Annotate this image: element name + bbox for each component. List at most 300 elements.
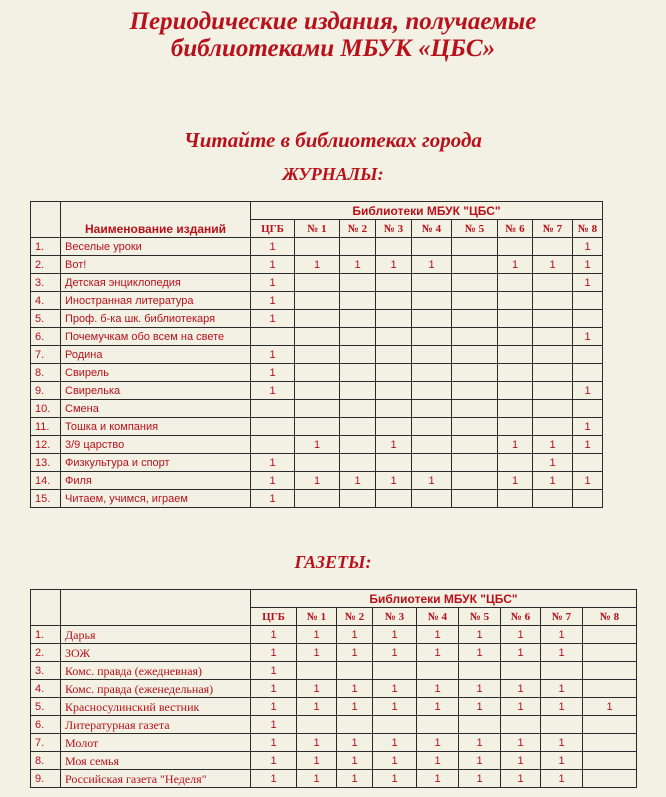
subscription-cell: 1	[251, 698, 297, 716]
subscription-cell: 1	[297, 734, 337, 752]
newspapers-table	[30, 589, 637, 788]
subscription-cell	[340, 436, 376, 454]
publication-name: Почемучкам обо всем на свете	[61, 328, 251, 346]
subscription-cell	[412, 364, 452, 382]
row-number: 9.	[31, 770, 61, 788]
subscription-cell: 1	[417, 680, 459, 698]
journals-column-header: № 6	[498, 220, 533, 238]
journals-column-header: № 2	[340, 220, 376, 238]
subscription-cell	[501, 662, 541, 680]
subscription-cell: 1	[533, 454, 573, 472]
subscription-cell: 1	[251, 292, 295, 310]
subscription-cell	[452, 436, 498, 454]
subscription-cell: 1	[251, 752, 297, 770]
subscription-cell: 1	[373, 734, 417, 752]
page-title-line-2: библиотеками МБУК «ЦБС»	[170, 35, 496, 62]
subscription-cell: 1	[573, 436, 603, 454]
subscription-cell	[533, 364, 573, 382]
subscription-cell	[412, 382, 452, 400]
subscription-cell	[412, 454, 452, 472]
subscription-cell	[533, 382, 573, 400]
table-row	[31, 328, 603, 346]
row-number: 14.	[31, 472, 61, 490]
publication-name: Свирелька	[61, 382, 251, 400]
subscription-cell	[251, 328, 295, 346]
publication-name: Красносулинский вестник	[61, 698, 251, 716]
subscription-cell	[412, 328, 452, 346]
subscription-cell	[376, 400, 412, 418]
subscription-cell	[498, 310, 533, 328]
journals-header-name: Наименование изданий	[61, 202, 251, 238]
subscription-cell: 1	[583, 698, 637, 716]
publication-name: Родина	[61, 346, 251, 364]
subscription-cell: 1	[573, 274, 603, 292]
row-number: 4.	[31, 292, 61, 310]
row-number: 5.	[31, 310, 61, 328]
subscription-cell	[373, 662, 417, 680]
row-number: 12.	[31, 436, 61, 454]
subscription-cell	[251, 418, 295, 436]
subscription-cell	[452, 364, 498, 382]
subscription-cell: 1	[251, 382, 295, 400]
subscription-cell	[412, 292, 452, 310]
subscription-cell	[412, 238, 452, 256]
subscription-cell: 1	[417, 734, 459, 752]
page-title-line-1: Периодические издания, получаемые	[129, 8, 537, 35]
subscription-cell	[295, 364, 340, 382]
table-row	[31, 644, 637, 662]
table-row	[31, 436, 603, 454]
table-row	[31, 382, 603, 400]
row-number: 4.	[31, 680, 61, 698]
subscription-cell: 1	[541, 644, 583, 662]
publication-name: Молот	[61, 734, 251, 752]
subscription-cell	[452, 274, 498, 292]
row-number: 7.	[31, 346, 61, 364]
subscription-cell	[340, 490, 376, 508]
subscription-cell: 1	[251, 734, 297, 752]
row-number: 6.	[31, 716, 61, 734]
subscription-cell	[340, 310, 376, 328]
publication-name: Вот!	[61, 256, 251, 274]
subscription-cell	[573, 346, 603, 364]
subscription-cell: 1	[251, 274, 295, 292]
subscription-cell: 1	[376, 472, 412, 490]
subscription-cell	[501, 716, 541, 734]
subscription-cell	[452, 292, 498, 310]
subscription-cell: 1	[541, 680, 583, 698]
subscription-cell	[498, 292, 533, 310]
subscription-cell: 1	[498, 256, 533, 274]
subscription-cell	[412, 274, 452, 292]
table-row	[31, 680, 637, 698]
publication-name: Читаем, учимся, играем	[61, 490, 251, 508]
table-row	[31, 364, 603, 382]
table-row	[31, 490, 603, 508]
publication-name: ЗОЖ	[61, 644, 251, 662]
subscription-cell: 1	[459, 752, 501, 770]
journals-column-header: ЦГБ	[251, 220, 295, 238]
subscription-cell	[583, 716, 637, 734]
table-row	[31, 346, 603, 364]
subscription-cell: 1	[251, 490, 295, 508]
subscription-cell: 1	[297, 752, 337, 770]
subscription-cell	[376, 274, 412, 292]
subscription-cell	[297, 662, 337, 680]
subscription-cell: 1	[297, 644, 337, 662]
newspapers-header-number	[31, 590, 61, 626]
newspapers-header-libraries: Библиотеки МБУК "ЦБС"	[251, 590, 637, 608]
subscription-cell	[583, 626, 637, 644]
subscription-cell	[295, 328, 340, 346]
subscription-cell	[376, 292, 412, 310]
subscription-cell: 1	[412, 472, 452, 490]
subscription-cell: 1	[417, 752, 459, 770]
subscription-cell: 1	[533, 472, 573, 490]
subscription-cell: 1	[498, 436, 533, 454]
subscription-cell	[583, 680, 637, 698]
subscription-cell	[412, 400, 452, 418]
subscription-cell	[452, 418, 498, 436]
subscription-cell	[412, 490, 452, 508]
publication-name: Моя семья	[61, 752, 251, 770]
publication-name: Филя	[61, 472, 251, 490]
subscription-cell	[533, 328, 573, 346]
subscription-cell	[340, 274, 376, 292]
subscription-cell: 1	[498, 472, 533, 490]
subscription-cell	[412, 436, 452, 454]
subscription-cell	[295, 490, 340, 508]
subscription-cell: 1	[412, 256, 452, 274]
subscription-cell	[583, 734, 637, 752]
subscription-cell: 1	[459, 644, 501, 662]
subscription-cell: 1	[417, 644, 459, 662]
subscription-cell	[533, 292, 573, 310]
subscription-cell	[412, 418, 452, 436]
subscription-cell	[295, 238, 340, 256]
subscription-cell	[583, 752, 637, 770]
journals-header-libraries: Библиотеки МБУК "ЦБС"	[251, 202, 603, 220]
subscription-cell	[583, 770, 637, 788]
subscription-cell: 1	[573, 256, 603, 274]
publication-name: Веселые уроки	[61, 238, 251, 256]
subscription-cell: 1	[501, 770, 541, 788]
subscription-cell	[452, 256, 498, 274]
subscription-cell: 1	[251, 472, 295, 490]
subscription-cell	[297, 716, 337, 734]
subscription-cell	[295, 400, 340, 418]
subscription-cell: 1	[295, 472, 340, 490]
journals-column-header: № 5	[452, 220, 498, 238]
subscription-cell	[533, 418, 573, 436]
subscription-cell	[573, 490, 603, 508]
table-row	[31, 734, 637, 752]
newspapers-column-header: № 2	[337, 608, 373, 626]
row-number: 11.	[31, 418, 61, 436]
subscription-cell	[498, 238, 533, 256]
publication-name: Комс. правда (еженедельная)	[61, 680, 251, 698]
newspapers-column-header: № 5	[459, 608, 501, 626]
subscription-cell	[337, 716, 373, 734]
subscription-cell: 1	[295, 436, 340, 454]
subscription-cell	[417, 662, 459, 680]
subscription-cell	[295, 382, 340, 400]
subscription-cell	[295, 418, 340, 436]
subscription-cell: 1	[459, 770, 501, 788]
table-row	[31, 400, 603, 418]
table-row	[31, 752, 637, 770]
subscription-cell: 1	[297, 680, 337, 698]
subscription-cell: 1	[297, 698, 337, 716]
subscription-cell	[452, 454, 498, 472]
subscription-cell	[376, 346, 412, 364]
table-row	[31, 770, 637, 788]
row-number: 1.	[31, 626, 61, 644]
publication-name: Физкультура и спорт	[61, 454, 251, 472]
subscription-cell	[498, 328, 533, 346]
subscription-cell: 1	[337, 644, 373, 662]
subscription-cell: 1	[337, 626, 373, 644]
subscription-cell: 1	[373, 752, 417, 770]
subscription-cell	[583, 662, 637, 680]
subscription-cell	[251, 436, 295, 454]
subscription-cell: 1	[251, 626, 297, 644]
row-number: 9.	[31, 382, 61, 400]
subscription-cell: 1	[295, 256, 340, 274]
subscription-cell: 1	[459, 680, 501, 698]
journals-heading: ЖУРНАЛЫ:	[282, 164, 384, 184]
subscription-cell: 1	[251, 644, 297, 662]
subscription-cell: 1	[376, 436, 412, 454]
subscription-cell: 1	[501, 752, 541, 770]
subscription-cell	[498, 418, 533, 436]
subscription-cell: 1	[541, 752, 583, 770]
journals-table	[30, 201, 603, 508]
subscription-cell: 1	[337, 680, 373, 698]
subscription-cell	[295, 454, 340, 472]
subscription-cell: 1	[573, 328, 603, 346]
newspapers-column-header: № 4	[417, 608, 459, 626]
subscription-cell	[376, 364, 412, 382]
table-row	[31, 256, 603, 274]
page-subtitle: Читайте в библиотеках города	[184, 128, 482, 152]
table-row	[31, 238, 603, 256]
journals-column-header: № 3	[376, 220, 412, 238]
subscription-cell	[337, 662, 373, 680]
subscription-cell	[498, 346, 533, 364]
subscription-cell: 1	[297, 626, 337, 644]
subscription-cell: 1	[340, 472, 376, 490]
newspapers-column-header: № 1	[297, 608, 337, 626]
subscription-cell	[541, 716, 583, 734]
subscription-cell	[412, 346, 452, 364]
subscription-cell	[376, 382, 412, 400]
subscription-cell	[251, 400, 295, 418]
subscription-cell: 1	[541, 626, 583, 644]
publication-name: Литературная газета	[61, 716, 251, 734]
subscription-cell: 1	[501, 626, 541, 644]
row-number: 6.	[31, 328, 61, 346]
subscription-cell	[533, 490, 573, 508]
subscription-cell: 1	[337, 698, 373, 716]
subscription-cell: 1	[501, 680, 541, 698]
subscription-cell: 1	[373, 626, 417, 644]
publication-name: 3/9 царство	[61, 436, 251, 454]
row-number: 7.	[31, 734, 61, 752]
row-number: 2.	[31, 256, 61, 274]
row-number: 8.	[31, 364, 61, 382]
subscription-cell	[340, 364, 376, 382]
table-row	[31, 454, 603, 472]
row-number: 1.	[31, 238, 61, 256]
subscription-cell: 1	[417, 626, 459, 644]
subscription-cell	[573, 454, 603, 472]
journals-column-header: № 1	[295, 220, 340, 238]
subscription-cell	[340, 292, 376, 310]
subscription-cell	[295, 292, 340, 310]
subscription-cell	[376, 310, 412, 328]
subscription-cell	[452, 328, 498, 346]
subscription-cell: 1	[459, 734, 501, 752]
publication-name: Российская газета "Неделя"	[61, 770, 251, 788]
subscription-cell	[573, 310, 603, 328]
subscription-cell	[376, 454, 412, 472]
subscription-cell: 1	[251, 770, 297, 788]
subscription-cell	[498, 400, 533, 418]
subscription-cell: 1	[251, 454, 295, 472]
subscription-cell	[573, 292, 603, 310]
subscription-cell: 1	[340, 256, 376, 274]
subscription-cell	[412, 310, 452, 328]
subscription-cell	[376, 490, 412, 508]
subscription-cell	[533, 346, 573, 364]
subscription-cell: 1	[251, 238, 295, 256]
subscription-cell: 1	[459, 626, 501, 644]
subscription-cell	[452, 310, 498, 328]
table-row	[31, 662, 637, 680]
journals-column-header: № 8	[573, 220, 603, 238]
row-number: 5.	[31, 698, 61, 716]
newspapers-column-header: № 6	[501, 608, 541, 626]
subscription-cell	[533, 400, 573, 418]
publication-name: Свирель	[61, 364, 251, 382]
newspapers-column-header: ЦГБ	[251, 608, 297, 626]
subscription-cell: 1	[337, 752, 373, 770]
subscription-cell: 1	[573, 382, 603, 400]
subscription-cell	[376, 418, 412, 436]
subscription-cell	[376, 238, 412, 256]
newspapers-column-header: № 7	[541, 608, 583, 626]
publication-name: Иностранная литература	[61, 292, 251, 310]
subscription-cell: 1	[251, 256, 295, 274]
newspapers-column-header: № 8	[583, 608, 637, 626]
subscription-cell	[295, 346, 340, 364]
subscription-cell	[533, 310, 573, 328]
subscription-cell	[573, 400, 603, 418]
table-row	[31, 418, 603, 436]
journals-column-header: № 7	[533, 220, 573, 238]
subscription-cell: 1	[573, 418, 603, 436]
subscription-cell: 1	[251, 680, 297, 698]
subscription-cell	[533, 238, 573, 256]
subscription-cell	[498, 454, 533, 472]
row-number: 3.	[31, 274, 61, 292]
subscription-cell	[452, 238, 498, 256]
subscription-cell: 1	[541, 770, 583, 788]
publication-name: Комс. правда (ежедневная)	[61, 662, 251, 680]
subscription-cell: 1	[541, 734, 583, 752]
subscription-cell: 1	[337, 770, 373, 788]
subscription-cell	[459, 716, 501, 734]
subscription-cell	[452, 472, 498, 490]
subscription-cell	[340, 400, 376, 418]
table-row	[31, 472, 603, 490]
subscription-cell: 1	[459, 698, 501, 716]
table-row	[31, 698, 637, 716]
row-number: 3.	[31, 662, 61, 680]
row-number: 10.	[31, 400, 61, 418]
publication-name: Дарья	[61, 626, 251, 644]
publication-name: Детская энциклопедия	[61, 274, 251, 292]
subscription-cell: 1	[417, 770, 459, 788]
subscription-cell: 1	[251, 662, 297, 680]
subscription-cell	[452, 490, 498, 508]
subscription-cell: 1	[297, 770, 337, 788]
table-row	[31, 292, 603, 310]
subscription-cell	[340, 328, 376, 346]
subscription-cell	[417, 716, 459, 734]
subscription-cell: 1	[251, 364, 295, 382]
subscription-cell: 1	[533, 436, 573, 454]
subscription-cell	[452, 400, 498, 418]
subscription-cell: 1	[251, 716, 297, 734]
publication-name: Тошка и компания	[61, 418, 251, 436]
subscription-cell	[498, 274, 533, 292]
subscription-cell	[498, 364, 533, 382]
subscription-cell: 1	[373, 770, 417, 788]
subscription-cell: 1	[501, 698, 541, 716]
subscription-cell	[541, 662, 583, 680]
subscription-cell	[295, 310, 340, 328]
subscription-cell: 1	[251, 346, 295, 364]
subscription-cell	[573, 364, 603, 382]
subscription-cell	[340, 418, 376, 436]
subscription-cell	[373, 716, 417, 734]
journals-column-header: № 4	[412, 220, 452, 238]
subscription-cell: 1	[251, 310, 295, 328]
subscription-cell: 1	[541, 698, 583, 716]
newspapers-heading: ГАЗЕТЫ:	[294, 552, 372, 572]
subscription-cell: 1	[501, 734, 541, 752]
subscription-cell: 1	[373, 680, 417, 698]
table-row	[31, 274, 603, 292]
table-row	[31, 716, 637, 734]
publication-name: Смена	[61, 400, 251, 418]
row-number: 15.	[31, 490, 61, 508]
subscription-cell	[498, 382, 533, 400]
subscription-cell	[452, 346, 498, 364]
page-title	[0, 8, 666, 62]
subscription-cell	[376, 328, 412, 346]
subscription-cell: 1	[573, 472, 603, 490]
subscription-cell: 1	[373, 644, 417, 662]
subscription-cell	[340, 238, 376, 256]
row-number: 2.	[31, 644, 61, 662]
subscription-cell: 1	[573, 238, 603, 256]
subscription-cell	[498, 490, 533, 508]
subscription-cell: 1	[376, 256, 412, 274]
subscription-cell	[295, 274, 340, 292]
